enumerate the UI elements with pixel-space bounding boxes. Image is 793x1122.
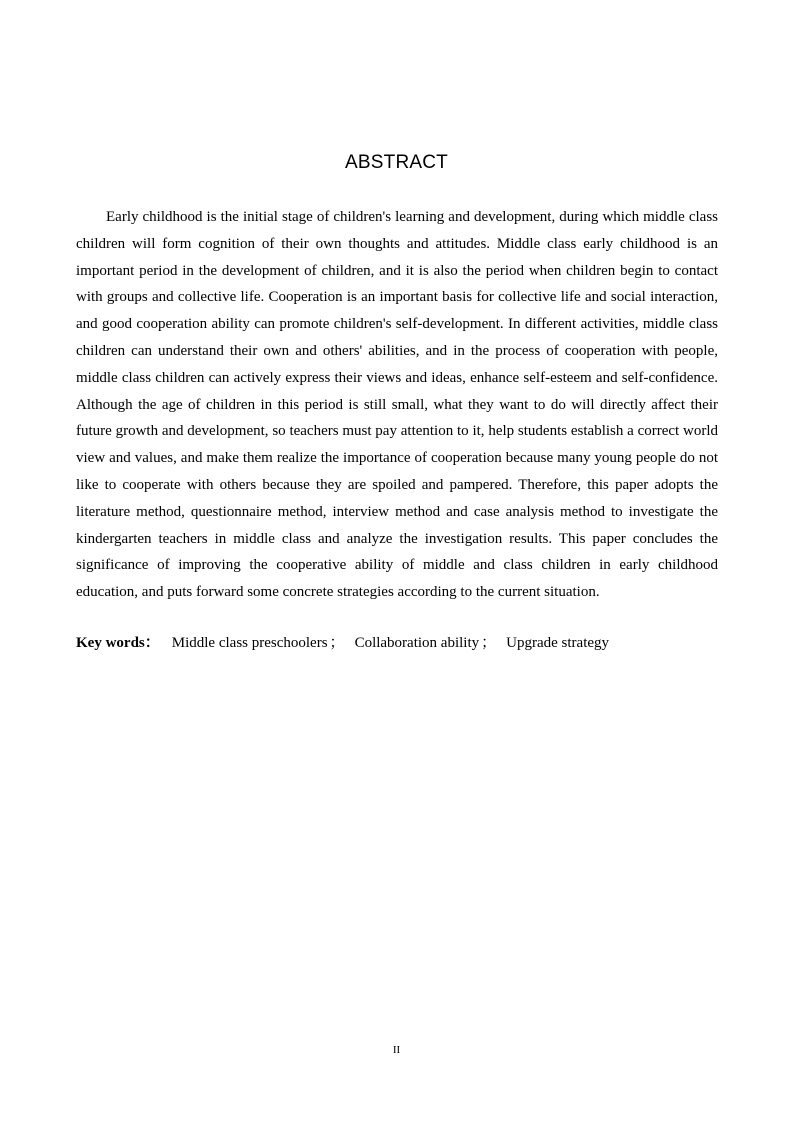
keyword-item: Middle class preschoolers [171, 635, 328, 651]
keywords-label: Key words： [76, 635, 160, 651]
keyword-separator: ； [481, 635, 497, 651]
keyword-item: Collaboration ability [354, 635, 480, 651]
keywords-line [76, 630, 718, 657]
page-number: II [392, 1044, 401, 1056]
keyword-item: Upgrade strategy [506, 635, 610, 651]
abstract-paragraph: Early childhood is the initial stage of children's learning and development, during which middle class children will form cognition of their own thoughts and attitudes. Middle class early childhood is an important period in the development of children, and it is also the period when children begin to contact with groups and collective life. Cooperation is an important basis for collective life and social interaction, and good cooperation ability can promote children's self-development. In different activities, middle class children can understand their own and others' abilities, and in the process of cooperation with people, middle class children can actively express their views and ideas, enhance self-esteem and self-confidence. Although the age of children in this period is still small, what they want to do will directly affect their future growth and development, so teachers must pay attention to it, help students establish a correct world view and values, and make them realize the importance of cooperation because many young people do not like to cooperate with others because they are spoiled and pampered. Therefore, this paper adopts the literature method, questionnaire method, interview method and case analysis method to investigate the kindergarten teachers in middle class and analyze the investigation results. This paper concludes the significance of improving the cooperative ability of middle and class children in early childhood education, and puts forward some concrete strategies according to the current situation. [76, 209, 718, 601]
abstract-title: ABSTRACT [345, 152, 448, 173]
keyword-separator: ； [329, 635, 345, 651]
